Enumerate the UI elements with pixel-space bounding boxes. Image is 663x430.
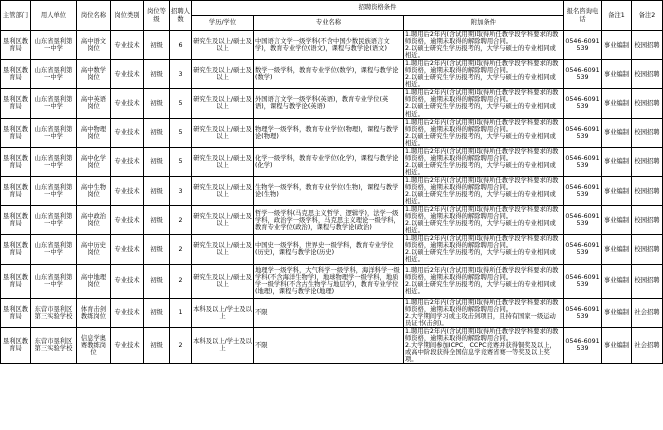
hire-count-cell: 6 [170, 31, 192, 60]
header-requirements-group: 招聘资格条件 [192, 1, 564, 16]
conditions-cell: 1.聘用后2年内(含试用期)取得所任教学段学科要求的教师资格，逾期未取得的解除聘用合同。 2.以硕士研究生学历报考的，大学与硕士的专业相同或相近。 [404, 206, 564, 235]
conditions-cell: 1.聘用后2年内(含试用期)取得所任教学段学科要求的教师资格，逾期未取得的解除聘用合同。 2.以硕士研究生学历报考的，大学与硕士的专业相同或相近。 [404, 264, 564, 298]
table-row [1, 327, 663, 363]
header-major: 专业名称 [254, 16, 404, 31]
note2-cell: 校园招聘 [632, 60, 663, 89]
hire-count-cell: 3 [170, 60, 192, 89]
employer-cell: 山东省垦利第一中学 [31, 264, 77, 298]
note1-cell: 事业编制 [602, 176, 632, 205]
table-row [1, 206, 663, 235]
post-name-cell: 高中历史岗位 [77, 235, 111, 264]
hire-count-cell: 2 [170, 235, 192, 264]
hire-count-cell: 5 [170, 118, 192, 147]
major-cell: 哲学一级学科(马克思主义哲学、逻辑学)，法学一级学科，政治学一级学科，马克思主义理论一级学科，教育专业学位(政治)，课程与教学论(政治) [254, 206, 404, 235]
note2-cell: 校园招聘 [632, 264, 663, 298]
employer-cell: 山东省垦利第一中学 [31, 147, 77, 176]
post-name-cell: 高中数学岗位 [77, 60, 111, 89]
phone-cell: 0546-6091539 [564, 264, 602, 298]
conditions-cell: 1.聘用后2年内(含试用期)取得所任教学段学科要求的教师资格，逾期未取得的解除聘用合同。 2.以硕士研究生学历报考的，大学与硕士的专业相同或相近。 [404, 118, 564, 147]
dept-cell: 垦利区教育局 [1, 235, 31, 264]
major-cell: 物理学一级学科，教育专业学位(物理)，课程与教学论(物理) [254, 118, 404, 147]
education-cell: 研究生及以上/硕士及以上 [192, 60, 254, 89]
education-cell: 研究生及以上/硕士及以上 [192, 206, 254, 235]
phone-cell: 0546-6091539 [564, 89, 602, 118]
phone-cell: 0546-6091539 [564, 298, 602, 327]
table-row [1, 31, 663, 60]
education-cell: 研究生及以上/硕士及以上 [192, 31, 254, 60]
note2-cell: 校园招聘 [632, 176, 663, 205]
post-type-cell: 专业技术 [111, 60, 144, 89]
dept-cell: 垦利区教育局 [1, 298, 31, 327]
post-type-cell: 专业技术 [111, 327, 144, 363]
post-type-cell: 专业技术 [111, 147, 144, 176]
phone-cell: 0546-6091539 [564, 147, 602, 176]
dept-cell: 垦利区教育局 [1, 89, 31, 118]
phone-cell: 0546-6091539 [564, 176, 602, 205]
employer-cell: 东营市垦利区第三实验学校 [31, 327, 77, 363]
header-post-name: 岗位名称 [77, 1, 111, 31]
dept-cell: 垦利区教育局 [1, 31, 31, 60]
post-level-cell: 初级 [144, 327, 170, 363]
employer-cell: 山东省垦利第一中学 [31, 60, 77, 89]
post-name-cell: 高中化学岗位 [77, 147, 111, 176]
header-note2: 备注2 [632, 1, 663, 31]
hire-count-cell: 2 [170, 327, 192, 363]
conditions-cell: 1.聘用后2年内(含试用期)取得所任教学段学科要求的教师资格，逾期未取得的解除聘用合同。 2.以硕士研究生学历报考的，大学与硕士的专业相同或相近。 [404, 147, 564, 176]
education-cell: 本科及以上/学士及以上 [192, 327, 254, 363]
hire-count-cell: 2 [170, 206, 192, 235]
dept-cell: 垦利区教育局 [1, 206, 31, 235]
dept-cell: 垦利区教育局 [1, 118, 31, 147]
header-post-type: 岗位类别 [111, 1, 144, 31]
major-cell: 数学一级学科，教育专业学位(数学)，课程与教学论(数学) [254, 60, 404, 89]
dept-cell: 垦利区教育局 [1, 147, 31, 176]
header-employer: 用人单位 [31, 1, 77, 31]
major-cell: 中国语言文学一级学科(不含中国少数民族语言文学)，教育专业学位(语文)，课程与教学论(语文) [254, 31, 404, 60]
education-cell: 本科及以上/学士及以上 [192, 298, 254, 327]
table-row [1, 264, 663, 298]
major-cell: 外国语言文学一级学科(英语)，教育专业学位(英语)，课程与教学论(英语) [254, 89, 404, 118]
note1-cell: 事业编制 [602, 206, 632, 235]
post-name-cell: 高中英语岗位 [77, 89, 111, 118]
hire-count-cell: 1 [170, 298, 192, 327]
conditions-cell: 1.聘用后2年内(含试用期)取得所任教学段学科要求的教师资格，逾期未取得的解除聘用合同。 2.大学期间参加ICPC、CCPC竞赛并获得铜奖及以上，或高中阶段获得全国信息学竞赛省赛一等奖及以上奖项。 [404, 327, 564, 363]
major-cell: 化学一级学科，教育专业学位(化学)，课程与教学论(化学) [254, 147, 404, 176]
post-type-cell: 专业技术 [111, 176, 144, 205]
post-level-cell: 初级 [144, 31, 170, 60]
conditions-cell: 1.聘用后2年内(含试用期)取得所任教学段学科要求的教师资格，逾期未取得的解除聘用合同。 2.以硕士研究生学历报考的，大学与硕士的专业相同或相近。 [404, 60, 564, 89]
post-name-cell: 高中生物岗位 [77, 176, 111, 205]
post-level-cell: 初级 [144, 118, 170, 147]
employer-cell: 山东省垦利第一中学 [31, 206, 77, 235]
note1-cell: 事业编制 [602, 264, 632, 298]
post-type-cell: 专业技术 [111, 298, 144, 327]
post-name-cell: 信息学奥赛教练岗位 [77, 327, 111, 363]
education-cell: 研究生及以上/硕士及以上 [192, 264, 254, 298]
note1-cell: 事业编制 [602, 89, 632, 118]
post-type-cell: 专业技术 [111, 264, 144, 298]
post-level-cell: 初级 [144, 60, 170, 89]
header-education: 学历/学位 [192, 16, 254, 31]
note2-cell: 社会招聘 [632, 298, 663, 327]
hire-count-cell: 5 [170, 147, 192, 176]
post-level-cell: 初级 [144, 147, 170, 176]
post-level-cell: 初级 [144, 206, 170, 235]
major-cell: 地理学一级学科，大气科学一级学科，海洋科学一级学科(不含海洋生物学)，地球物理学一级学科，地质学一级学科(不含古生物学与地层学)，教育专业学位(地理)，课程与教学论(地理) [254, 264, 404, 298]
post-type-cell: 专业技术 [111, 235, 144, 264]
education-cell: 研究生及以上/硕士及以上 [192, 176, 254, 205]
table-row [1, 235, 663, 264]
post-level-cell: 初级 [144, 264, 170, 298]
post-name-cell: 高中语文岗位 [77, 31, 111, 60]
hire-count-cell: 5 [170, 89, 192, 118]
header-dept: 主管部门 [1, 1, 31, 31]
table-row [1, 89, 663, 118]
note1-cell: 事业编制 [602, 327, 632, 363]
table-row [1, 147, 663, 176]
major-cell: 生物学一级学科，教育专业学位(生物)，课程与教学论(生物) [254, 176, 404, 205]
conditions-cell: 1.聘用后2年内(含试用期)取得所任教学段学科要求的教师资格，逾期未取得的解除聘用合同。 2.大学期间学习或主攻击剑项目，且持有国家一级运动员证书(击剑)。 [404, 298, 564, 327]
conditions-cell: 1.聘用后2年内(含试用期)取得所任教学段学科要求的教师资格，逾期未取得的解除聘用合同。 2.以硕士研究生学历报考的，大学与硕士的专业相同或相近。 [404, 89, 564, 118]
note2-cell: 校园招聘 [632, 147, 663, 176]
post-type-cell: 专业技术 [111, 89, 144, 118]
post-level-cell: 初级 [144, 176, 170, 205]
table-row [1, 298, 663, 327]
major-cell: 不限 [254, 327, 404, 363]
post-level-cell: 初级 [144, 298, 170, 327]
education-cell: 研究生及以上/硕士及以上 [192, 89, 254, 118]
phone-cell: 0546-6091539 [564, 31, 602, 60]
conditions-cell: 1.聘用后2年内(含试用期)取得所任教学段学科要求的教师资格，逾期未取得的解除聘用合同。 2.以硕士研究生学历报考的，大学与硕士的专业相同或相近。 [404, 31, 564, 60]
note1-cell: 事业编制 [602, 31, 632, 60]
note1-cell: 事业编制 [602, 147, 632, 176]
post-type-cell: 专业技术 [111, 31, 144, 60]
header-phone: 报名咨询电话 [564, 1, 602, 31]
note2-cell: 校园招聘 [632, 89, 663, 118]
employer-cell: 东营市垦利区第三实验学校 [31, 298, 77, 327]
education-cell: 研究生及以上/硕士及以上 [192, 118, 254, 147]
dept-cell: 垦利区教育局 [1, 60, 31, 89]
table-row [1, 118, 663, 147]
dept-cell: 垦利区教育局 [1, 176, 31, 205]
major-cell: 不限 [254, 298, 404, 327]
phone-cell: 0546-6091539 [564, 206, 602, 235]
post-name-cell: 高中地理岗位 [77, 264, 111, 298]
header-post-level: 岗位等级 [144, 1, 170, 31]
employer-cell: 山东省垦利第一中学 [31, 89, 77, 118]
table-row [1, 176, 663, 205]
post-name-cell: 高中政治岗位 [77, 206, 111, 235]
phone-cell: 0546-6091539 [564, 118, 602, 147]
post-level-cell: 初级 [144, 235, 170, 264]
education-cell: 研究生及以上/硕士及以上 [192, 235, 254, 264]
note1-cell: 事业编制 [602, 60, 632, 89]
header-note1: 备注1 [602, 1, 632, 31]
note2-cell: 校园招聘 [632, 206, 663, 235]
employer-cell: 山东省垦利第一中学 [31, 235, 77, 264]
dept-cell: 垦利区教育局 [1, 327, 31, 363]
note2-cell: 社会招聘 [632, 327, 663, 363]
education-cell: 研究生及以上/硕士及以上 [192, 147, 254, 176]
employer-cell: 山东省垦利第一中学 [31, 176, 77, 205]
note1-cell: 事业编制 [602, 118, 632, 147]
header-hire-count: 招聘人数 [170, 1, 192, 31]
hire-count-cell: 2 [170, 264, 192, 298]
conditions-cell: 1.聘用后2年内(含试用期)取得所任教学段学科要求的教师资格，逾期未取得的解除聘用合同。 2.以硕士研究生学历报考的，大学与硕士的专业相同或相近。 [404, 176, 564, 205]
conditions-cell: 1.聘用后2年内(含试用期)取得所任教学段学科要求的教师资格，逾期未取得的解除聘用合同。 2.以硕士研究生学历报考的，大学与硕士的专业相同或相近。 [404, 235, 564, 264]
post-type-cell: 专业技术 [111, 206, 144, 235]
phone-cell: 0546-6091539 [564, 235, 602, 264]
note1-cell: 事业编制 [602, 235, 632, 264]
phone-cell: 0546-6091539 [564, 60, 602, 89]
post-type-cell: 专业技术 [111, 118, 144, 147]
header-other-conditions: 附加条件 [404, 16, 564, 31]
note2-cell: 校园招聘 [632, 118, 663, 147]
header-row-1 [1, 1, 663, 16]
post-level-cell: 初级 [144, 89, 170, 118]
major-cell: 中国史一级学科，世界史一级学科，教育专业学位(历史)，课程与教学论(历史) [254, 235, 404, 264]
table-row [1, 60, 663, 89]
note2-cell: 校园招聘 [632, 235, 663, 264]
employer-cell: 山东省垦利第一中学 [31, 31, 77, 60]
phone-cell: 0546-6091539 [564, 327, 602, 363]
hire-count-cell: 3 [170, 176, 192, 205]
post-name-cell: 体育击剑教练岗位 [77, 298, 111, 327]
post-name-cell: 高中物理岗位 [77, 118, 111, 147]
employer-cell: 山东省垦利第一中学 [31, 118, 77, 147]
dept-cell: 垦利区教育局 [1, 264, 31, 298]
note2-cell: 校园招聘 [632, 31, 663, 60]
note1-cell: 事业编制 [602, 298, 632, 327]
